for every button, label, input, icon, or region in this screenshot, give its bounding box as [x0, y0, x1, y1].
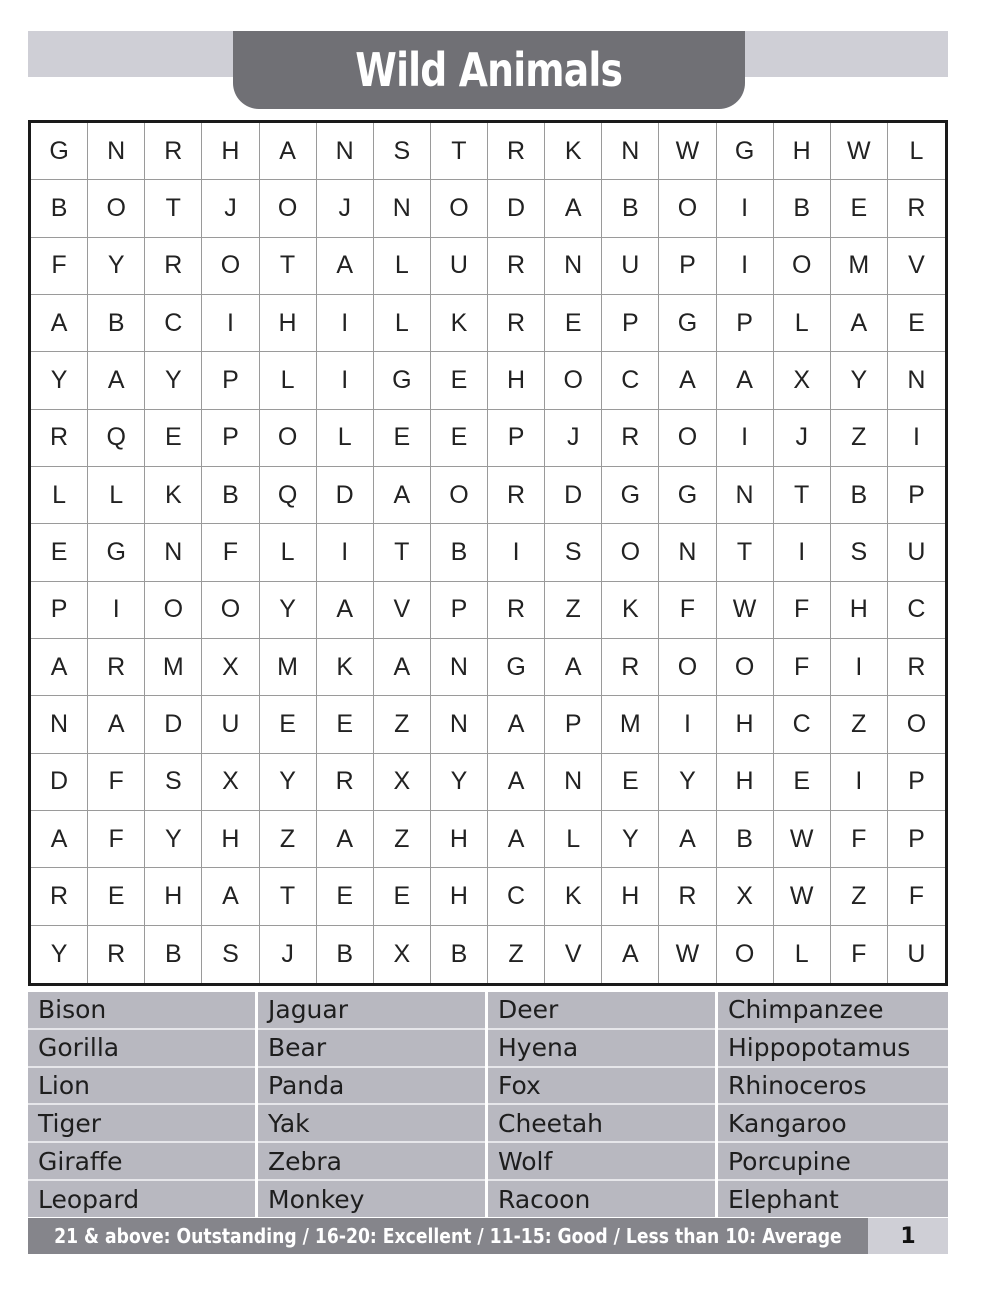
grid-cell[interactable]: I — [317, 524, 374, 581]
grid-cell[interactable]: O — [659, 410, 716, 467]
grid-cell[interactable]: Y — [260, 754, 317, 811]
grid-cell[interactable]: X — [202, 639, 259, 696]
word-bank-item: Panda — [258, 1068, 485, 1106]
grid-cell[interactable]: R — [488, 123, 545, 180]
grid-cell[interactable]: Y — [831, 352, 888, 409]
grid-cell[interactable]: O — [202, 238, 259, 295]
grid-cell[interactable]: O — [888, 696, 945, 753]
grid-cell[interactable]: E — [431, 352, 488, 409]
word-bank — [28, 992, 948, 1217]
grid-cell[interactable]: U — [602, 238, 659, 295]
grid-cell[interactable]: L — [88, 467, 145, 524]
grid-cell[interactable]: A — [488, 754, 545, 811]
grid-cell[interactable]: A — [488, 811, 545, 868]
grid-cell[interactable]: Z — [374, 811, 431, 868]
grid-cell[interactable]: F — [831, 926, 888, 983]
word-bank-item: Yak — [258, 1105, 485, 1143]
word-bank-item: Zebra — [258, 1143, 485, 1181]
grid-cell[interactable]: F — [774, 639, 831, 696]
grid-cell[interactable]: A — [88, 696, 145, 753]
grid-cell[interactable]: K — [545, 868, 602, 925]
grid-cell[interactable]: K — [545, 123, 602, 180]
grid-cell[interactable]: E — [602, 754, 659, 811]
grid-cell[interactable]: T — [717, 524, 774, 581]
grid-cell[interactable]: R — [602, 410, 659, 467]
grid-cell[interactable]: A — [317, 582, 374, 639]
grid-cell[interactable]: T — [431, 123, 488, 180]
grid-cell[interactable]: S — [202, 926, 259, 983]
grid-cell[interactable]: A — [374, 639, 431, 696]
grid-cell[interactable]: A — [602, 926, 659, 983]
grid-cell[interactable]: G — [659, 467, 716, 524]
grid-cell[interactable]: Y — [31, 926, 88, 983]
grid-cell[interactable]: L — [545, 811, 602, 868]
grid-cell[interactable]: K — [317, 639, 374, 696]
grid-cell[interactable]: R — [31, 410, 88, 467]
grid-cell[interactable]: F — [659, 582, 716, 639]
grid-cell[interactable]: O — [431, 180, 488, 237]
grid-cell[interactable]: O — [659, 180, 716, 237]
grid-cell[interactable]: J — [774, 410, 831, 467]
grid-cell[interactable]: O — [659, 639, 716, 696]
grid-cell[interactable]: E — [545, 295, 602, 352]
grid-cell[interactable]: R — [88, 926, 145, 983]
grid-cell[interactable]: R — [488, 238, 545, 295]
grid-cell[interactable]: B — [145, 926, 202, 983]
grid-cell[interactable]: P — [602, 295, 659, 352]
grid-cell[interactable]: M — [260, 639, 317, 696]
grid-cell[interactable]: Z — [374, 696, 431, 753]
grid-cell[interactable]: X — [202, 754, 259, 811]
grid-cell[interactable]: E — [145, 410, 202, 467]
grid-cell[interactable]: A — [717, 352, 774, 409]
grid-cell[interactable]: N — [545, 238, 602, 295]
grid-cell[interactable]: A — [31, 811, 88, 868]
grid-cell[interactable]: U — [907, 939, 926, 968]
grid-cell[interactable]: M — [145, 639, 202, 696]
grid-cell[interactable]: W — [659, 123, 716, 180]
grid-cell[interactable]: E — [774, 754, 831, 811]
grid-cell[interactable]: X — [774, 352, 831, 409]
word-bank-item: Wolf — [488, 1143, 715, 1181]
grid-cell[interactable]: I — [717, 180, 774, 237]
word-bank-item: Giraffe — [28, 1143, 255, 1181]
grid-cell[interactable]: D — [488, 180, 545, 237]
grid-cell[interactable]: E — [317, 696, 374, 753]
grid-cell[interactable]: P — [202, 410, 259, 467]
grid-cell[interactable]: B — [602, 180, 659, 237]
grid-cell[interactable]: H — [145, 868, 202, 925]
grid-cell[interactable]: C — [602, 352, 659, 409]
grid-cell[interactable]: P — [888, 754, 945, 811]
word-bank-item: Porcupine — [718, 1143, 948, 1181]
word-bank-item: Cheetah — [488, 1105, 715, 1143]
grid-cell[interactable]: R — [317, 754, 374, 811]
grid-cell[interactable]: R — [888, 639, 945, 696]
grid-cell[interactable]: O — [717, 926, 774, 983]
word-bank-column — [488, 992, 718, 1217]
grid-cell[interactable]: H — [602, 868, 659, 925]
word-bank-item: Racoon — [498, 1184, 591, 1214]
grid-cell[interactable]: G — [488, 639, 545, 696]
grid-cell[interactable]: I — [717, 410, 774, 467]
word-bank-item: Leopard — [38, 1184, 140, 1214]
grid-cell[interactable]: A — [831, 295, 888, 352]
grid-cell[interactable]: A — [545, 639, 602, 696]
grid-cell[interactable]: N — [317, 123, 374, 180]
grid-cell[interactable]: E — [831, 180, 888, 237]
grid-cell[interactable]: O — [145, 582, 202, 639]
grid-cell[interactable]: E — [374, 868, 431, 925]
grid-cell[interactable]: A — [260, 123, 317, 180]
grid-cell[interactable]: D — [317, 467, 374, 524]
grid-cell[interactable]: U — [202, 696, 259, 753]
grid-cell[interactable]: H — [717, 754, 774, 811]
grid-cell[interactable]: F — [88, 754, 145, 811]
grid-cell[interactable]: A — [202, 868, 259, 925]
word-bank-item: Bear — [258, 1030, 485, 1068]
grid-cell[interactable]: R — [145, 238, 202, 295]
grid-cell[interactable]: R — [488, 467, 545, 524]
grid-cell[interactable]: I — [659, 696, 716, 753]
grid-cell[interactable]: I — [888, 410, 945, 467]
grid-cell[interactable]: L — [31, 467, 88, 524]
grid-cell[interactable]: W — [717, 582, 774, 639]
grid-cell[interactable]: B — [31, 180, 88, 237]
grid-cell[interactable]: N — [31, 696, 88, 753]
grid-cell[interactable]: L — [260, 524, 317, 581]
grid-cell[interactable]: M — [831, 238, 888, 295]
grid-cell[interactable]: G — [374, 352, 431, 409]
title-tab — [233, 31, 745, 109]
grid-cell[interactable]: O — [431, 467, 488, 524]
grid-cell[interactable]: R — [888, 180, 945, 237]
grid-cell[interactable]: A — [317, 811, 374, 868]
grid-cell[interactable]: A — [488, 696, 545, 753]
grid-cell[interactable]: U — [431, 238, 488, 295]
grid-cell[interactable]: E — [260, 696, 317, 753]
grid-cell[interactable]: P — [488, 410, 545, 467]
grid-cell[interactable]: A — [374, 467, 431, 524]
grid-cell[interactable]: K — [431, 295, 488, 352]
grid-cell[interactable]: N — [545, 754, 602, 811]
grid-cell[interactable]: Z — [831, 868, 888, 925]
grid-cell[interactable]: Z — [545, 582, 602, 639]
grid-cell[interactable]: L — [317, 410, 374, 467]
grid-cell[interactable]: P — [888, 811, 945, 868]
grid-cell[interactable]: B — [831, 467, 888, 524]
grid-cell[interactable]: O — [202, 582, 259, 639]
grid-cell[interactable]: Q — [260, 467, 317, 524]
grid-cell[interactable]: H — [260, 295, 317, 352]
grid-cell[interactable]: O — [545, 352, 602, 409]
grid-cell[interactable]: Z — [488, 926, 545, 983]
grid-cell[interactable]: N — [88, 123, 145, 180]
grid-cell[interactable]: A — [659, 811, 716, 868]
grid-cell[interactable]: O — [88, 180, 145, 237]
scoring-text: 21 & above: Outstanding / 16-20: Excellent / 11-15: Good / Less than 10: Average — [54, 1224, 842, 1248]
grid-cell[interactable]: D — [31, 754, 88, 811]
grid-cell[interactable]: Z — [831, 696, 888, 753]
grid-cell[interactable]: B — [774, 180, 831, 237]
grid-cell[interactable]: H — [202, 811, 259, 868]
word-bank-column — [258, 992, 488, 1217]
grid-cell[interactable]: T — [260, 238, 317, 295]
grid-cell[interactable]: T — [774, 467, 831, 524]
grid-cell[interactable]: A — [545, 180, 602, 237]
grid-cell[interactable]: C — [774, 696, 831, 753]
grid-cell[interactable]: T — [374, 524, 431, 581]
grid-cell[interactable]: E — [431, 410, 488, 467]
grid-cell[interactable]: A — [31, 639, 88, 696]
grid-cell[interactable]: P — [717, 295, 774, 352]
grid-cell[interactable]: X — [374, 926, 431, 983]
grid-cell[interactable]: B — [431, 926, 488, 983]
grid-cell[interactable]: S — [831, 524, 888, 581]
grid-cell[interactable]: I — [831, 754, 888, 811]
grid-cell[interactable]: G — [602, 467, 659, 524]
grid-cell[interactable]: J — [260, 926, 317, 983]
grid-cell[interactable]: K — [602, 582, 659, 639]
grid-cell[interactable]: M — [602, 696, 659, 753]
word-bank-item: Bison — [28, 992, 255, 1030]
grid-cell[interactable]: H — [431, 868, 488, 925]
grid-cell[interactable]: W — [774, 868, 831, 925]
page-title: Wild Animals — [355, 43, 623, 97]
grid-cell[interactable]: I — [774, 524, 831, 581]
grid-cell[interactable]: V — [545, 926, 602, 983]
grid-cell[interactable]: F — [31, 238, 88, 295]
word-bank-item: Elephant — [728, 1184, 839, 1214]
grid-cell[interactable]: R — [602, 639, 659, 696]
grid-cell[interactable]: S — [145, 754, 202, 811]
grid-cell[interactable]: P — [545, 696, 602, 753]
grid-cell[interactable]: Z — [260, 811, 317, 868]
grid-cell[interactable]: X — [374, 754, 431, 811]
grid-cell[interactable]: O — [260, 180, 317, 237]
grid-cell[interactable]: E — [888, 295, 945, 352]
grid-cell[interactable]: Y — [145, 811, 202, 868]
grid-cell[interactable]: R — [659, 868, 716, 925]
word-bank-item: Gorilla — [28, 1030, 255, 1068]
grid-cell[interactable]: R — [488, 582, 545, 639]
grid-cell[interactable]: G — [717, 123, 774, 180]
grid-cell[interactable]: F — [831, 811, 888, 868]
grid-cell[interactable]: I — [317, 352, 374, 409]
grid-cell[interactable]: T — [260, 868, 317, 925]
word-bank-item: Jaguar — [258, 992, 485, 1030]
grid-cell[interactable]: R — [88, 639, 145, 696]
grid-cell[interactable]: B — [88, 295, 145, 352]
grid-cell[interactable]: R — [31, 868, 88, 925]
grid-cell[interactable]: L — [260, 352, 317, 409]
grid-cell[interactable]: P — [431, 582, 488, 639]
grid-cell[interactable]: H — [202, 123, 259, 180]
grid-cell[interactable]: A — [659, 352, 716, 409]
grid-cell[interactable]: O — [717, 639, 774, 696]
letter-grid — [28, 120, 948, 986]
grid-cell[interactable]: P — [202, 352, 259, 409]
grid-cell[interactable]: S — [374, 123, 431, 180]
grid-cell[interactable]: Y — [260, 582, 317, 639]
grid-cell[interactable]: G — [31, 123, 88, 180]
grid-cell[interactable]: I — [488, 524, 545, 581]
grid-cell[interactable]: C — [488, 868, 545, 925]
grid-cell[interactable]: W — [831, 123, 888, 180]
grid-cell[interactable]: Y — [88, 238, 145, 295]
word-bank-item: Chimpanzee — [718, 992, 948, 1030]
grid-cell[interactable]: F — [88, 811, 145, 868]
grid-cell[interactable]: B — [717, 811, 774, 868]
grid-cell[interactable]: W — [774, 811, 831, 868]
grid-cell[interactable]: V — [888, 238, 945, 295]
word-bank-item: Hyena — [488, 1030, 715, 1068]
grid-cell[interactable]: R — [145, 123, 202, 180]
word-bank-column — [28, 992, 258, 1217]
grid-cell[interactable]: L — [774, 295, 831, 352]
word-bank-item: Rhinoceros — [718, 1068, 948, 1106]
grid-cell[interactable]: U — [888, 524, 945, 581]
grid-cell[interactable]: Q — [88, 410, 145, 467]
grid-cell[interactable]: I — [317, 295, 374, 352]
scoring-bar — [28, 1218, 868, 1254]
grid-cell[interactable]: G — [88, 524, 145, 581]
grid-cell[interactable]: J — [317, 180, 374, 237]
grid-cell[interactable]: N — [602, 123, 659, 180]
grid-cell[interactable]: P — [888, 467, 945, 524]
grid-cell[interactable]: X — [717, 868, 774, 925]
page-number-box — [868, 1218, 948, 1254]
grid-cell[interactable]: A — [31, 295, 88, 352]
word-bank-item: Fox — [488, 1068, 715, 1106]
grid-cell[interactable]: L — [888, 123, 945, 180]
grid-cell[interactable]: E — [317, 868, 374, 925]
word-bank-item: Deer — [488, 992, 715, 1030]
grid-cell[interactable]: H — [717, 696, 774, 753]
grid-cell[interactable]: Y — [31, 352, 88, 409]
grid-cell[interactable]: J — [545, 410, 602, 467]
grid-cell[interactable]: I — [202, 295, 259, 352]
grid-cell[interactable]: Y — [431, 754, 488, 811]
grid-cell[interactable]: Y — [145, 352, 202, 409]
grid-cell[interactable]: N — [717, 467, 774, 524]
grid-cell[interactable]: S — [545, 524, 602, 581]
grid-cell[interactable]: N — [431, 639, 488, 696]
grid-cell[interactable]: O — [260, 410, 317, 467]
word-bank-column — [718, 992, 948, 1217]
grid-cell[interactable]: A — [88, 352, 145, 409]
grid-cell[interactable]: B — [431, 524, 488, 581]
grid-cell[interactable]: N — [431, 696, 488, 753]
grid-cell[interactable]: D — [145, 696, 202, 753]
grid-cell[interactable]: N — [888, 352, 945, 409]
grid-cell[interactable]: T — [145, 180, 202, 237]
grid-cell[interactable]: O — [774, 238, 831, 295]
grid-cell[interactable]: N — [145, 524, 202, 581]
grid-cell[interactable]: Y — [659, 754, 716, 811]
grid-cell[interactable]: F — [774, 582, 831, 639]
grid-cell[interactable]: H — [774, 123, 831, 180]
grid-cell[interactable]: F — [888, 868, 945, 925]
grid-cell[interactable]: E — [31, 524, 88, 581]
grid-cell[interactable]: N — [659, 524, 716, 581]
grid-cell[interactable]: H — [488, 352, 545, 409]
grid-cell[interactable]: A — [317, 238, 374, 295]
grid-cell[interactable]: P — [659, 238, 716, 295]
word-bank-item: Hippopotamus — [718, 1030, 948, 1068]
word-bank-item: Monkey — [268, 1184, 365, 1214]
grid-cell[interactable]: Z — [831, 410, 888, 467]
grid-cell[interactable]: L — [374, 295, 431, 352]
grid-cell[interactable]: L — [374, 238, 431, 295]
grid-cell[interactable]: B — [317, 926, 374, 983]
grid-cell[interactable]: J — [202, 180, 259, 237]
grid-cell[interactable]: I — [88, 582, 145, 639]
page-number: 1 — [900, 1223, 916, 1249]
grid-cell[interactable]: L — [774, 926, 831, 983]
grid-cell[interactable]: B — [202, 467, 259, 524]
grid-cell[interactable]: R — [488, 295, 545, 352]
grid-cell[interactable]: V — [374, 582, 431, 639]
word-bank-item: Tiger — [28, 1105, 255, 1143]
grid-cell[interactable]: Y — [602, 811, 659, 868]
grid-cell[interactable]: O — [602, 524, 659, 581]
grid-cell[interactable]: H — [831, 582, 888, 639]
grid-cell[interactable]: P — [31, 582, 88, 639]
grid-cell[interactable]: G — [659, 295, 716, 352]
grid-cell[interactable]: C — [145, 295, 202, 352]
grid-cell[interactable]: E — [88, 868, 145, 925]
grid-cell[interactable]: K — [145, 467, 202, 524]
word-bank-item: Kangaroo — [718, 1105, 948, 1143]
grid-cell[interactable]: F — [202, 524, 259, 581]
grid-cell[interactable]: E — [374, 410, 431, 467]
grid-cell[interactable]: H — [431, 811, 488, 868]
grid-cell[interactable]: C — [888, 582, 945, 639]
word-bank-item: Lion — [28, 1068, 255, 1106]
grid-cell[interactable]: I — [831, 639, 888, 696]
grid-cell[interactable]: W — [659, 926, 716, 983]
grid-cell[interactable]: N — [374, 180, 431, 237]
grid-cell[interactable]: I — [717, 238, 774, 295]
grid-cell[interactable]: D — [545, 467, 602, 524]
